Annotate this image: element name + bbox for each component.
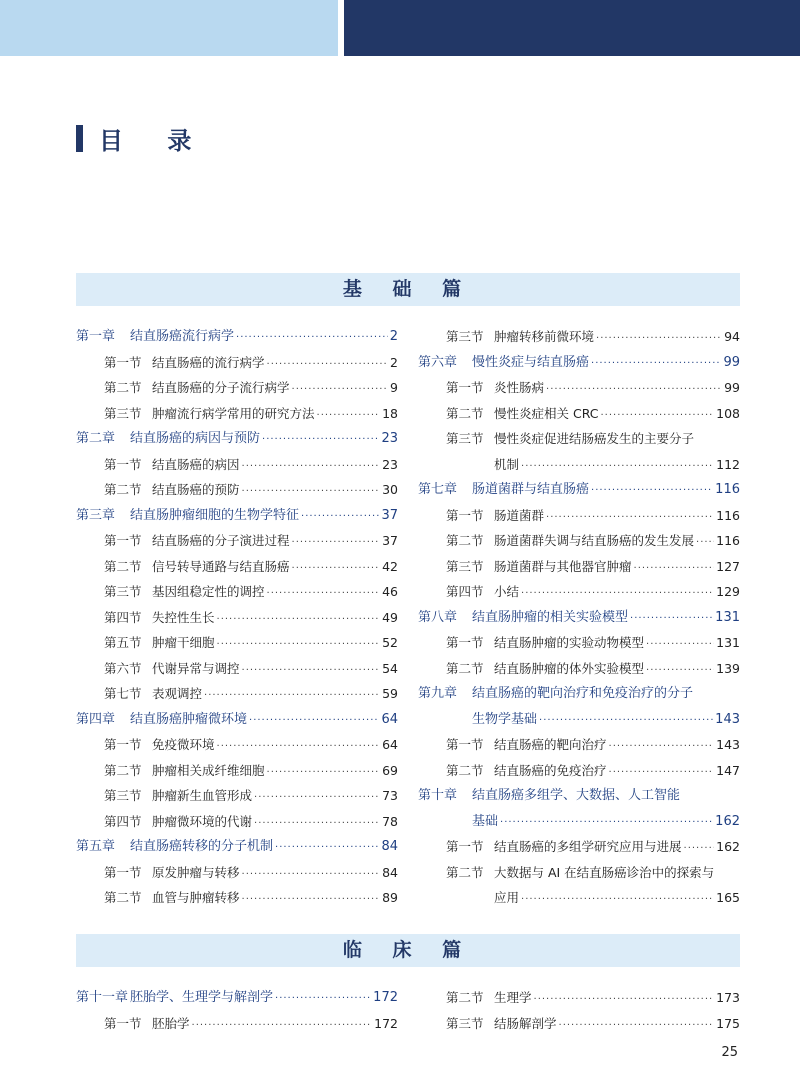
toc-entry-label [418,377,544,399]
toc-entry-label [76,479,240,501]
toc-chapter-entry[interactable] [76,709,398,731]
toc-chapter-entry[interactable] [418,785,740,807]
toc-leader-dots [254,787,380,809]
toc-entry-title: 血管与肿瘤转移 [152,890,240,905]
toc-entry-title: 机制 [494,456,520,472]
toc-entry-title: 表观调控 [152,686,203,701]
toc-page-number: 99 [723,354,740,370]
toc-entry-title: 结直肠癌的流行病学 [152,354,265,370]
toc-page-number: 131 [715,609,740,625]
toc-entry-title: 肿瘤转移前微环境 [494,329,595,344]
toc-entry-title: 结直肠癌流行病学 [130,329,235,344]
toc-section-entry[interactable] [76,760,398,782]
toc-chapter-entry[interactable] [418,709,740,731]
toc-page-number: 116 [716,507,740,523]
toc-page-number: 127 [716,558,740,574]
toc-page-number: 175 [716,1015,740,1031]
toc-entry-title: 结直肠癌的多组学研究应用与进展 [494,839,682,854]
toc-leader-dots [317,405,381,427]
toc-entry-label [418,785,680,807]
toc-page-number: 69 [382,762,398,778]
toc-leader-dots [242,660,381,682]
toc-leader-dots [646,634,714,656]
toc-section-entry[interactable] [418,632,740,654]
toc-section-entry[interactable] [76,785,398,807]
toc-entry-title: 小结 [494,584,520,599]
toc-entry-label [418,530,694,552]
toc-entry-number: 第一节 [104,1015,142,1031]
toc-entry-number: 第一节 [446,737,484,752]
toc-entry-number: 第二节 [446,533,484,548]
toc-entry-title: 原发肿瘤与转移 [152,864,240,880]
toc-page-number: 89 [382,890,398,905]
toc-entry-number: 第三章 [76,507,116,523]
toc-entry-number: 第九章 [418,686,458,701]
toc-leader-dots [630,608,713,630]
toc-entry-number: 第一节 [446,839,484,854]
toc-leader-dots [242,864,381,886]
toc-page-number: 9 [390,380,398,395]
toc-entry-label [418,581,519,603]
toc-section-entry[interactable] [76,1013,398,1035]
toc-entry-label [418,1013,557,1035]
toc-entry-label [76,658,240,680]
toc-entry-number: 第一节 [446,380,484,395]
toc-entry-label [76,530,290,552]
toc-entry-label [418,734,607,756]
toc-page-number: 116 [715,482,740,497]
toc-section-entry[interactable] [76,607,398,629]
toc-entry-title: 肿瘤流行病学常用的研究方法 [152,405,315,421]
toc-page-number: 99 [724,380,740,395]
toc-leader-dots [301,506,379,528]
toc-entry-title: 肠道菌群 [494,507,545,523]
toc-entry-label [418,709,537,731]
toc-entry-label [418,352,589,374]
toc-leader-dots [217,609,381,631]
toc-section-entry[interactable] [418,428,740,450]
toc-entry-number: 第七章 [418,482,458,497]
toc-section-entry[interactable] [418,403,740,425]
toc-page-number: 46 [382,584,398,599]
toc-entry-title: 肠道菌群失调与结直肠癌的发生发展 [494,533,695,548]
toc-entry-label [76,785,252,807]
toc-entry-number: 第一节 [104,533,142,548]
toc-page-number: 23 [382,456,398,472]
toc-section-entry[interactable] [76,530,398,552]
part-banner-basic: 基 础 篇 [76,273,740,306]
toc-section-entry[interactable] [76,581,398,603]
toc-entry-number: 第四章 [76,711,116,727]
toc-page-number: 52 [382,635,398,650]
toc-section-entry[interactable] [418,505,740,527]
toc-chapter-entry[interactable] [76,428,398,450]
toc-section-entry[interactable] [418,658,740,680]
toc-entry-label [418,505,544,527]
toc-chapter-entry[interactable] [418,352,740,374]
toc-section-entry[interactable] [76,454,398,476]
toc-entry-label [418,887,519,909]
toc-entry-label [76,428,260,450]
toc-entry-title: 结直肠癌转移的分子机制 [130,839,274,854]
toc-leader-dots [254,813,380,835]
toc-page-number: 94 [724,329,740,344]
toc-section-entry[interactable] [76,683,398,705]
toc-page-number: 78 [382,813,398,829]
toc-entry-number: 第二节 [104,890,142,905]
toc-page-number: 73 [382,788,398,803]
toc-entry-title: 结直肠癌的靶向治疗和免疫治疗的分子 [472,686,694,701]
toc-leader-dots [267,762,381,784]
toc-section-entry[interactable] [418,1013,740,1035]
toc-page-number: 37 [381,507,398,523]
toc-entry-label [76,632,215,654]
toc-entry-title: 失控性生长 [152,609,215,625]
toc-entry-title: 结直肠癌多组学、大数据、人工智能 [472,788,681,803]
toc-entry-title: 大数据与 AI 在结直肠癌诊治中的探索与 [494,864,715,880]
toc-page-number: 173 [716,990,740,1005]
toc-section-entry[interactable] [418,556,740,578]
toc-leader-dots [217,736,381,758]
toc-page-number: 147 [716,762,740,778]
toc-entry-number: 第二节 [104,482,142,497]
toc-page-number: 162 [715,813,740,829]
toc-entry-number: 第一章 [76,329,116,344]
toc-entry-number: 第一节 [446,507,484,523]
toc-entry-label [418,556,632,578]
toc-page-number: 172 [374,1015,398,1031]
toc-entry-title: 基因组稳定性的调控 [152,584,265,599]
toc-entry-title: 结直肠癌的靶向治疗 [494,737,607,752]
toc-leader-dots [559,1015,715,1037]
toc-entry-label [418,862,714,884]
toc-entry-number: 第六章 [418,354,458,370]
toc-entry-title: 结直肠癌的病因与预防 [130,431,261,446]
toc-entry-label [418,403,599,425]
toc-entry-label [418,632,644,654]
toc-leader-dots [242,481,381,503]
header-band-dark [344,0,800,56]
toc-section-entry[interactable] [418,987,740,1009]
toc-entry-title: 结直肠肿瘤细胞的生物学特征 [130,507,300,523]
toc-page-number: 108 [716,405,740,421]
toc-chapter-entry[interactable] [418,479,740,501]
toc-entry-title: 结直肠癌肿瘤微环境 [130,711,248,727]
toc-leader-dots [192,1015,373,1037]
toc-entry-number: 第二节 [104,380,142,395]
toc-entry-number: 第二节 [104,558,142,574]
toc-page-number: 84 [382,864,398,880]
toc-section-entry[interactable] [76,811,398,833]
toc-section-entry[interactable] [418,326,740,348]
toc-entry-number: 第八章 [418,609,458,625]
toc-entry-number: 第二节 [446,864,484,880]
toc-entry-label [76,734,215,756]
toc-entry-label [418,326,594,348]
toc-title: 目 录 [99,126,210,155]
toc-entry-title: 结直肠肿瘤的体外实验模型 [494,660,645,676]
toc-leader-dots [696,532,714,554]
toc-entry-title: 结直肠癌的预防 [152,482,240,497]
toc-leader-dots [591,480,713,502]
toc-entry-label [76,1013,190,1035]
toc-section-entry[interactable] [76,479,398,501]
toc-page-number: 172 [373,990,398,1005]
toc-entry-number: 第三节 [446,1015,484,1031]
toc-entry-number: 第二节 [446,405,484,421]
toc-leader-dots [204,685,380,707]
toc-entry-label [418,683,693,705]
toc-section-entry[interactable] [76,887,398,909]
toc-leader-dots [292,379,389,401]
toc-chapter-entry[interactable] [76,505,398,527]
toc-entry-title: 生理学 [494,990,532,1005]
toc-entry-title: 肿瘤相关成纤维细胞 [152,762,265,778]
toc-entry-number: 第三节 [446,329,484,344]
toc-entry-label [76,709,247,731]
toc-section-entry[interactable] [76,556,398,578]
toc-leader-dots [242,889,381,911]
toc-entry-number: 第二章 [76,431,116,446]
toc-leader-dots [267,583,381,605]
toc-entry-label [76,326,234,348]
toc-leader-dots [609,736,715,758]
toc-page-number: 23 [381,431,398,446]
toc-section-entry[interactable] [418,581,740,603]
toc-section-entry[interactable] [418,887,740,909]
toc-leader-dots [275,837,379,859]
part-banner-clinical: 临 床 篇 [76,934,740,967]
toc-chapter-entry[interactable] [418,683,740,705]
toc-entry-number: 第四节 [104,609,142,625]
toc-entry-label [76,683,202,705]
toc-page-number: 2 [390,354,398,370]
toc-heading [76,122,209,154]
toc-entry-title: 炎性肠病 [494,380,545,395]
toc-entry-title: 结直肠癌的分子流行病学 [152,380,290,395]
toc-entry-label [76,987,273,1009]
toc-page-number: 64 [381,711,398,727]
toc-page-number: 131 [716,635,740,650]
toc-leader-dots [521,583,714,605]
toc-entry-title: 结直肠癌的病因 [152,456,240,472]
toc-entry-number: 第三节 [104,788,142,803]
toc-entry-title: 结直肠肿瘤的相关实验模型 [472,609,629,625]
toc-entry-number: 第二节 [446,660,484,676]
toc-section-entry[interactable] [76,403,398,425]
toc-section-entry[interactable] [418,836,740,858]
toc-page-number: 18 [382,405,398,421]
toc-section-entry[interactable] [418,454,740,476]
toc-page-number: 30 [382,482,398,497]
toc-leader-dots [249,710,379,732]
toc-leader-dots [609,762,715,784]
toc-chapter-entry[interactable] [76,836,398,858]
toc-entry-label [76,836,273,858]
toc-page-number: 143 [715,711,740,727]
toc-page-number: 143 [716,737,740,752]
toc-leader-dots [646,660,714,682]
toc-entry-title: 基础 [472,813,499,829]
toc-leader-dots [217,634,381,656]
toc-entry-title: 胚胎学、生理学与解剖学 [130,990,274,1005]
toc-page-number: 42 [382,558,398,574]
toc-entry-title: 肿瘤微环境的代谢 [152,813,253,829]
toc-entry-number: 第二节 [446,762,484,778]
toc-leader-dots [634,558,715,580]
header-band-light [0,0,338,56]
toc-chapter-entry[interactable] [418,811,740,833]
toc-page-number: 84 [381,839,398,854]
toc-entry-title: 肿瘤新生血管形成 [152,788,253,803]
toc-leader-dots [292,558,381,580]
toc-entry-number: 第五章 [76,839,116,854]
toc-page-number: 165 [716,890,740,905]
toc-entry-label [418,428,694,450]
toc-entry-label [76,403,315,425]
toc-entry-title: 结直肠癌的免疫治疗 [494,762,607,778]
toc-page-number: 162 [716,839,740,854]
toc-entry-number: 第一节 [104,737,142,752]
toc-entry-number: 第四节 [104,813,142,829]
toc-leader-dots [521,456,714,478]
toc-entry-title: 肠道菌群与结直肠癌 [472,482,590,497]
toc-leader-dots [267,354,389,376]
toc-section-entry[interactable] [418,734,740,756]
toc-entry-label [418,760,607,782]
toc-page-number: 64 [382,737,398,752]
toc-entry-title: 免疫微环境 [152,737,215,752]
toc-entry-title: 慢性炎症促进结肠癌发生的主要分子 [494,431,695,446]
toc-entry-label [76,454,240,476]
toc-entry-number: 第七节 [104,686,142,701]
toc-entry-title: 胚胎学 [152,1015,190,1031]
toc-section-entry[interactable] [76,734,398,756]
toc-entry-number: 第十章 [418,788,458,803]
toc-entry-label [418,811,498,833]
toc-entry-title: 结直肠肿瘤的实验动物模型 [494,635,645,650]
toc-entry-title: 结肠解剖学 [494,1015,557,1031]
toc-page-number: 129 [716,584,740,599]
toc-section-entry[interactable] [76,352,398,374]
toc-page-number: 112 [716,456,740,472]
toc-page-number: 49 [382,609,398,625]
toc-entry-number: 第五节 [104,635,142,650]
toc-entry-label [418,454,519,476]
toc-leader-dots [546,379,722,401]
toc-entry-title: 代谢异常与调控 [152,660,240,676]
toc-section-entry[interactable] [76,377,398,399]
toc-page-number: 37 [382,533,398,548]
toc-entry-number: 第三节 [104,405,142,421]
toc-entry-title: 生物学基础 [472,711,538,727]
toc-entry-label [76,505,299,527]
toc-entry-label [76,352,265,374]
toc-entry-label [76,377,290,399]
toc-entry-label [418,836,682,858]
toc-leader-dots [242,456,381,478]
toc-entry-number: 第六节 [104,660,142,676]
toc-leader-dots [236,327,388,349]
toc-leader-dots [591,353,721,375]
page-number: 25 [721,1045,738,1060]
toc-leader-dots [534,989,715,1011]
toc-chapter-entry[interactable] [76,987,398,1009]
toc-section-entry[interactable] [418,530,740,552]
toc-entry-number: 第一节 [104,354,142,370]
toc-leader-dots [521,889,714,911]
toc-page-number: 139 [716,660,740,676]
toc-entry-number: 第三节 [446,431,484,446]
toc-entry-label [76,760,265,782]
toc-entry-number: 第四节 [446,584,484,599]
toc-entry-number: 第二节 [104,762,142,778]
toc-leader-dots [601,405,715,427]
toc-entry-label [76,581,265,603]
toc-entry-title: 慢性炎症与结直肠癌 [472,354,590,370]
toc-chapter-entry[interactable] [76,326,398,348]
toc-entry-label [418,607,628,629]
toc-section-entry[interactable] [76,658,398,680]
toc-entry-label [418,987,532,1009]
toc-leader-dots [292,532,381,554]
toc-page-number: 2 [389,329,398,344]
toc-entry-title: 应用 [494,890,520,905]
toc-entry-title: 结直肠癌的分子演进过程 [152,533,290,548]
toc-entry-number: 第三节 [446,558,484,574]
toc-entry-number: 第三节 [104,584,142,599]
toc-page-number: 59 [382,686,398,701]
toc-entry-number: 第一节 [104,864,142,880]
toc-entry-label [76,607,215,629]
toc-page-number: 54 [382,660,398,676]
toc-entry-number: 第一节 [104,456,142,472]
toc-leader-dots [500,812,713,834]
toc-chapter-entry[interactable] [418,607,740,629]
toc-entry-number: 第十一章 [76,990,129,1005]
toc-section-entry[interactable] [418,862,740,884]
toc-entry-label [76,887,240,909]
toc-leader-dots [684,838,715,860]
toc-section-entry[interactable] [418,760,740,782]
toc-entry-label [418,658,644,680]
toc-entry-number: 第一节 [446,635,484,650]
toc-entry-title: 肿瘤干细胞 [152,635,215,650]
toc-page-number: 116 [716,533,740,548]
toc-leader-dots [262,429,379,451]
toc-entry-label [418,479,589,501]
toc-entry-number: 第二节 [446,990,484,1005]
toc-section-entry[interactable] [418,377,740,399]
toc-section-entry[interactable] [76,632,398,654]
toc-section-entry[interactable] [76,862,398,884]
toc-entry-title: 信号转导通路与结直肠癌 [152,558,290,574]
toc-leader-dots [546,507,714,529]
toc-entry-label [76,862,240,884]
toc-leader-dots [596,328,722,350]
toc-entry-label [76,811,252,833]
toc-entry-label [76,556,290,578]
heading-marker [76,125,83,152]
toc-entry-title: 慢性炎症相关 CRC [494,405,599,421]
toc-leader-dots [275,988,371,1010]
toc-entry-title: 肠道菌群与其他器官肿瘤 [494,558,632,574]
toc-leader-dots [539,710,713,732]
